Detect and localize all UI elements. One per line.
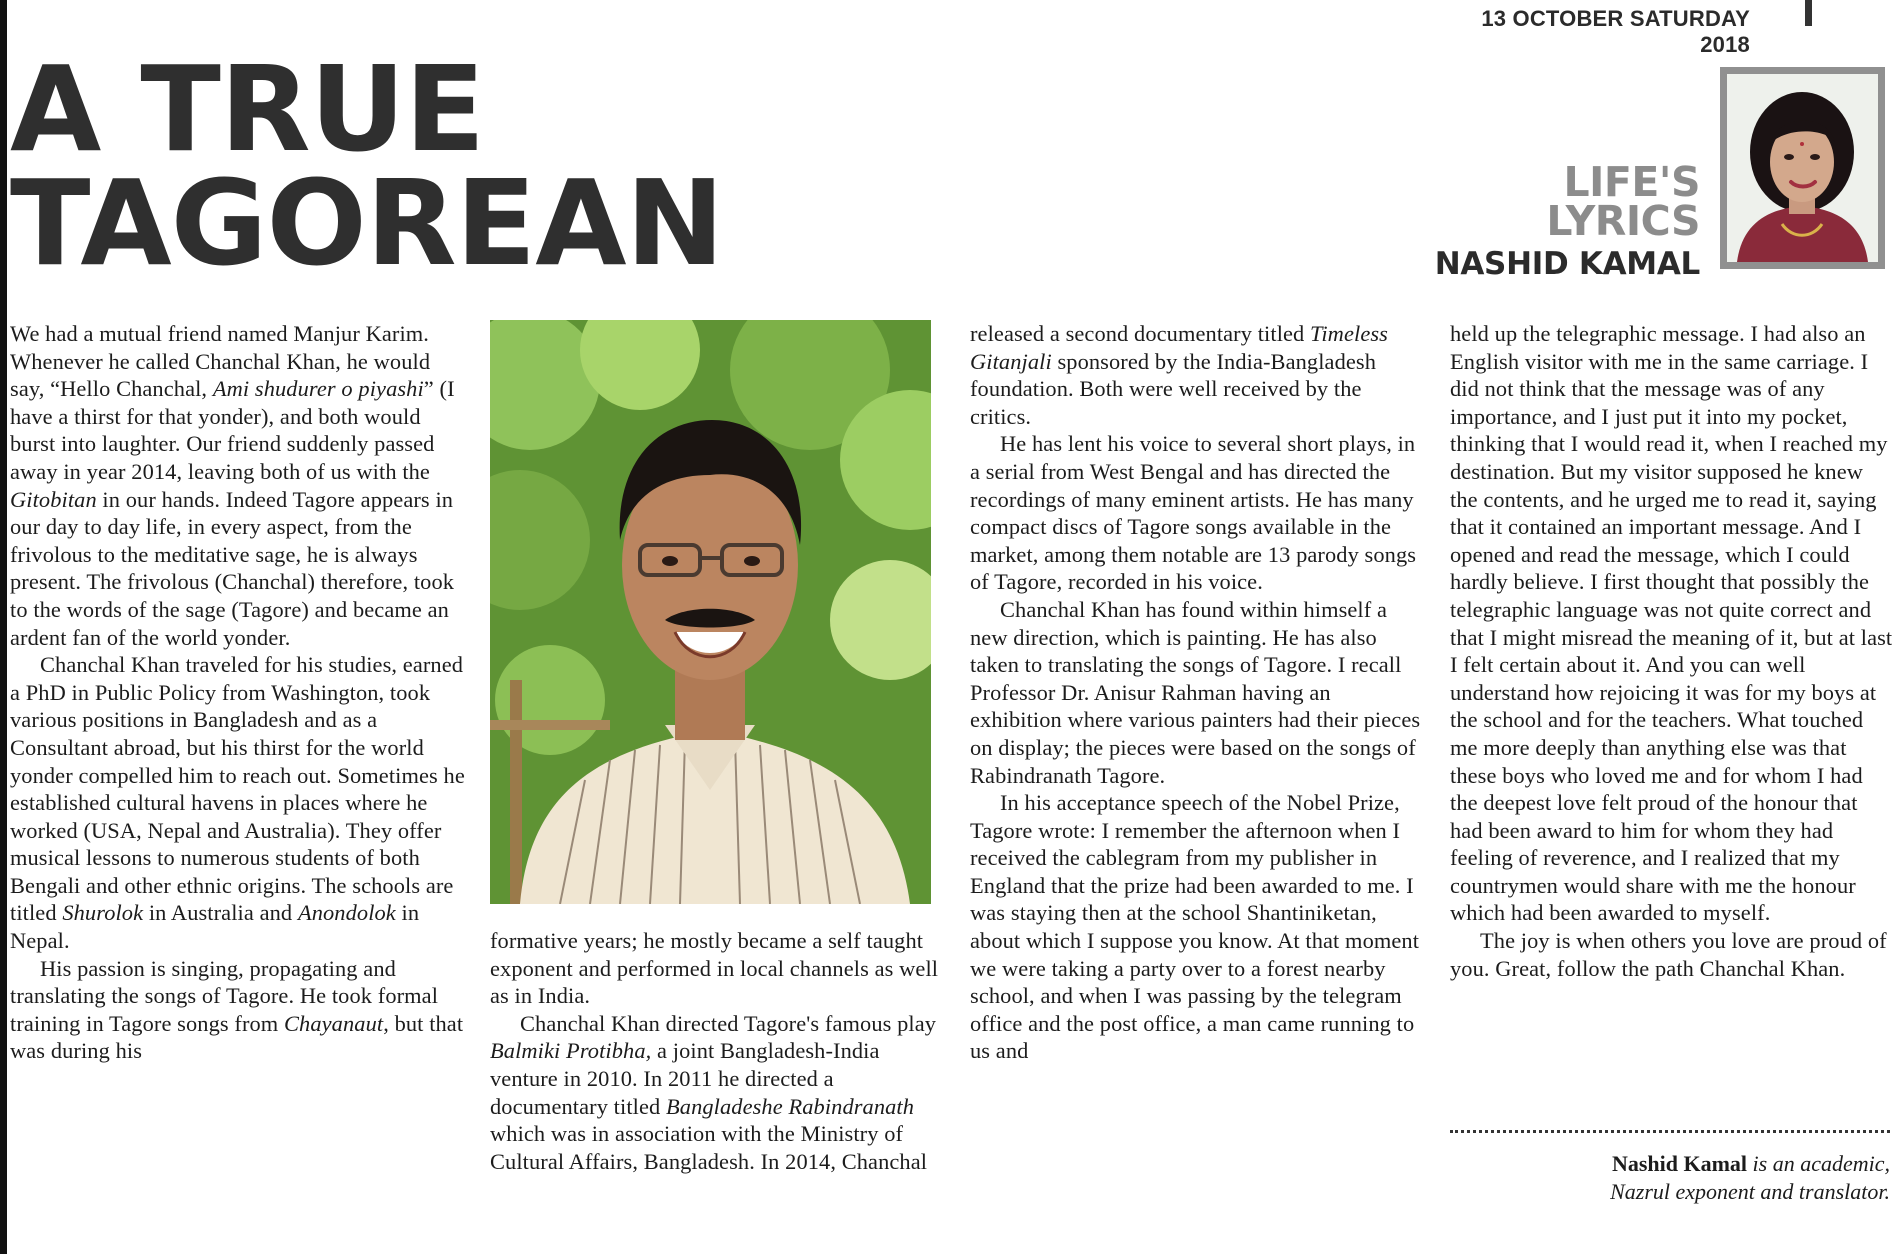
- bio-text-2: Nazrul exponent and translator.: [1610, 1179, 1890, 1204]
- article-column-1: [10, 320, 465, 1065]
- article-column-3: [970, 320, 1425, 1065]
- article-photo: [490, 320, 931, 904]
- dotted-divider: [1450, 1130, 1890, 1133]
- column-title-line-2: LYRICS: [1546, 197, 1700, 245]
- article-column-4: [1450, 320, 1893, 982]
- bio-text-1: is an academic,: [1747, 1151, 1890, 1176]
- author-bio: [1450, 1150, 1890, 1206]
- paragraph: The joy is when others you love are proud of you. Great, follow the path Chanchal Khan.: [1450, 928, 1887, 981]
- paragraph: His passion is singing, propagating and translating the songs of Tagore. He took formal training in Tagore songs from Chayanaut, but that was during his: [10, 955, 464, 1064]
- paragraph: formative years; he mostly became a self taught exponent and performed in local channels as well as in India.: [490, 928, 939, 1009]
- headline: [10, 40, 724, 292]
- italic-phrase: Gitobitan: [10, 486, 97, 512]
- column-title: [1430, 158, 1700, 245]
- bio-name: Nashid Kamal: [1611, 1151, 1748, 1176]
- headline-line-2: TAGOREAN: [10, 154, 724, 292]
- italic-phrase: Chayanaut: [284, 1010, 384, 1036]
- left-margin-rule: [0, 0, 7, 1254]
- paragraph: We had a mutual friend named Manjur Karim. Whenever he called Chanchal Khan, he would say, “Hello Chanchal, Ami shudurer o piyashi” (I have a thirst for that yonder), and both would burst into laughter. Our friend suddenly passed away in year 2014, leaving both of us with the Gitobitan in our hands. Indeed Tagore appears in our day to day life, in every aspect, from the frivolous to the meditative sage, he is always present. The frivolous (Chanchal) therefore, took to the words of the sage (Tagore) and became an ardent fan of the world yonder.: [10, 321, 455, 650]
- paragraph: Chanchal Khan directed Tagore's famous play Balmiki Protibha, a joint Bangladesh-India venture in 2010. In 2011 he directed a documentary titled Bangladeshe Rabindranath which was in association with the Ministry of Cultural Affairs, Bangladesh. In 2014, Chanchal: [490, 1010, 937, 1174]
- article-column-2: [490, 927, 945, 1175]
- italic-phrase: Bangladeshe Rabindranath: [666, 1093, 915, 1119]
- paragraph: In his acceptance speech of the Nobel Prize, Tagore wrote: I remember the afternoon when I received the cablegram from my publisher in England that the prize had been awarded to me. I was staying then at the school Shantiniketan, about which I suppose you know. At that moment we were taking a party over to a forest nearby school, and when I was passing by the telegram office and the post office, a man came running to us and: [970, 790, 1420, 1064]
- paragraph: released a second documentary titled Timeless Gitanjali sponsored by the India-Bangladesh foundation. Both were well received by the critics.: [970, 321, 1388, 429]
- paragraph: Chanchal Khan traveled for his studies, earned a PhD in Public Policy from Washington, took various positions in Bangladesh and as a Consultant abroad, but his thirst for the world yonder compelled him to reach out. Sometimes he established cultural havens in places where he worked (USA, Nepal and Australia). They offer musical lessons to numerous students of both Bengali and other ethnic origins. The schools are titled Shurolok in Australia and Anondolok in Nepal.: [10, 652, 465, 954]
- italic-phrase: Ami shudurer o piyashi: [212, 376, 424, 402]
- italic-phrase: Shurolok: [62, 900, 144, 926]
- author-photo: [1720, 67, 1885, 269]
- issue-date: 13 OCTOBER SATURDAY 2018: [1481, 6, 1750, 57]
- page-edge-mark: [1805, 0, 1812, 26]
- italic-phrase: Timeless Gitanjali: [970, 321, 1388, 374]
- paragraph: Chanchal Khan has found within himself a new direction, which is painting. He has also taken to translating the songs of Tagore. I recall Professor Dr. Anisur Rahman having an exhibition where various painters had their pieces on display; the pieces were based on the songs of Rabindranath Tagore.: [970, 596, 1421, 788]
- column-title-line-1: LIFE'S: [1563, 158, 1700, 206]
- author-photo-image: [1727, 74, 1878, 262]
- author-byline: NASHID KAMAL: [1434, 246, 1700, 282]
- article-photo-image: [490, 320, 931, 904]
- italic-phrase: Anondolok: [297, 900, 396, 926]
- paragraph: held up the telegraphic message. I had also an English visitor with me in the same carriage. I did not think that the message was of any importance, and I just put it into my pocket, thinking that I would read it, when I reached my destination. But my visitor supposed he knew the contents, and he urged me to read it, saying that it contained an important message. And I opened and read the message, which I could hardly believe. I first thought that possibly the telegraphic language was not quite correct and that I might misread the meaning of it, but at last I felt certain about it. And you can well understand how rejoicing it was for my boys at the school and for the teachers. What touched me more deeply than anything else was that these boys who loved me and for whom I had the deepest love felt proud of the honour that had been award to him for whom they had feeling of reverence, and I realized that my countrymen would share with me the honour which had been awarded to myself.: [1450, 321, 1893, 926]
- paragraph: He has lent his voice to several short plays, in a serial from West Bengal and has directed the recordings of many eminent artists. He has many compact discs of Tagore songs available in the market, among them notable are 13 parody songs of Tagore, recorded in his voice.: [970, 431, 1417, 595]
- italic-phrase: Balmiki Protibha,: [490, 1038, 652, 1064]
- headline-line-1: A TRUE: [10, 40, 485, 178]
